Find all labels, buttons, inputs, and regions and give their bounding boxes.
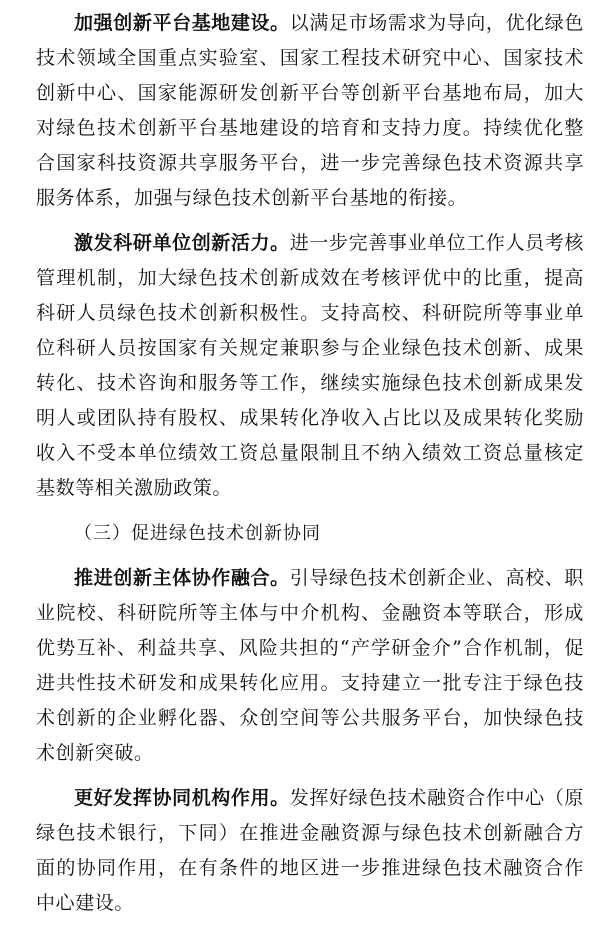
- paragraph-lead-title: 加强创新平台基地建设。: [74, 12, 290, 34]
- paragraph-body-text: 以满足市场需求为导向，优化绿色技术领域全国重点实验室、国家工程技术研究中心、国家技术创新中心、国家能源研发创新平台等创新平台基地布局，加大对绿色技术创新平台基地建设的培育和支持力度。持续优化整合国家科技资源共享服务平台，进一步完善绿色技术资源共享服务体系，加强与绿色技术创新平台基地的衔接。: [36, 12, 584, 209]
- paragraph-body-text: 发挥好绿色技术融资合作中心（原绿色技术银行，下同）在推进金融资源与绿色技术创新融合方面的协同作用，在有条件的地区进一步推进绿色技术融资合作中心建设。: [36, 787, 584, 914]
- paragraph-body-text: 进一步完善事业单位工作人员考核管理机制，加大绿色技术创新成效在考核评优中的比重，提高科研人员绿色技术创新积极性。支持高校、科研院所等事业单位科研人员按国家有关规定兼职参与企业绿色技术创新、成果转化、技术咨询和服务等工作，继续实施绿色技术创新成果发明人或团队持有股权、成果转化净收入占比以及成果转化奖励收入不受本单位绩效工资总量限制且不纳入绩效工资总量核定基数等相关激励政策。: [36, 232, 584, 499]
- paragraph-body-text: 引导绿色技术创新企业、高校、职业院校、科研院所等主体与中介机构、金融资本等联合，形成优势互补、利益共享、风险共担的“产学研金介”合作机制，促进共性技术研发和成果转化应用。支持建立一批专注于绿色技术创新的企业孵化器、众创空间等公共服务平台，加快绿色技术创新突破。: [36, 567, 584, 764]
- paragraph-collaborative-institutions: [36, 781, 584, 921]
- paragraph-innovation-platform-bases: [36, 6, 584, 216]
- paragraph-research-unit-vitality: [36, 226, 584, 506]
- paragraph-lead-title: 推进创新主体协作融合。: [74, 567, 290, 589]
- paragraph-collaboration-integration: [36, 561, 584, 771]
- paragraph-lead-title: 激发科研单位创新活力。: [74, 232, 290, 254]
- section-heading: （三）促进绿色技术创新协同: [74, 523, 321, 544]
- document-page: [36, 6, 584, 931]
- paragraph-lead-title: 更好发挥协同机构作用。: [74, 787, 290, 809]
